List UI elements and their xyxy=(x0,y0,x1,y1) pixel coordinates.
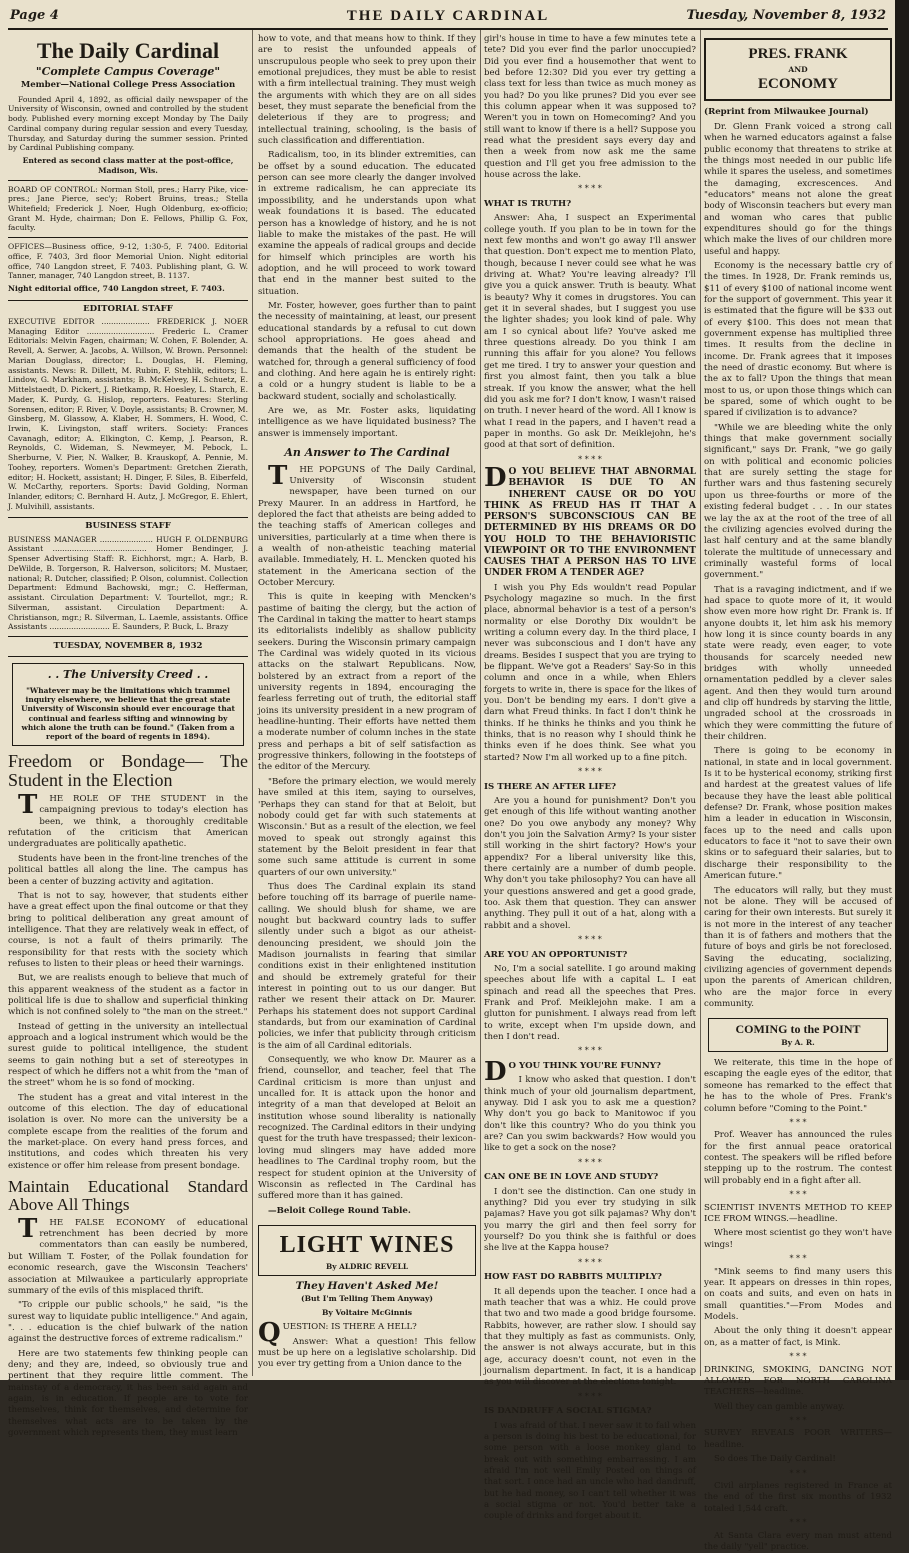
answer-para: THE POPGUNS of The Daily Cardinal, University of Wisconsin student newspaper, have been turned on our Prexy Maurer. In an address in Hartford, he deplored the fact that atheists are being added to the teaching staffs of American colleges and universities, particularly at a time when there is a wealth of non-atheistic teaching material available. Immediately, H. L. Mencken quoted his statement in the Americana section of the October Mercury. xyxy=(258,460,476,588)
masthead xyxy=(8,6,888,30)
answer: I was afraid of that. I never saw it to fail when a person is doing his best to be educational, for some person with a loose monkey gland to break out with something embarrassing. I am afraid I'm not well Emily Posted on things of that sort. I once had an uncle who had dandruff, but he had money, so I can't tell whether it was a social stigma or not. You'd better take a couple of drinks and forget about it. xyxy=(484,1420,696,1522)
question: IS DANDRUFF A SOCIAL STIGMA? xyxy=(484,1406,652,1417)
separator: * * * * xyxy=(578,1257,602,1267)
point-para: We reiterate, this time in the hope of escaping the eagle eyes of the editor, that someone has remarked to the effect that he has to the whole of Pres. Frank's column before "Coming to the Point." xyxy=(704,1058,892,1114)
board-text: BOARD OF CONTROL: Norman Stoll, pres.; Harry Pike, vice-pres.; Jane Pierce, sec'y; Robert Bruins, treas.; Stella Whitefield; Frederick J. Noer, Hugh Oldenburg, ex-officio; Grant M. Hyde, chairman; Don E. Fellows, Phillip G. Fox, faculty. xyxy=(8,184,248,233)
tagline: "Complete Campus Coverage" xyxy=(35,65,221,79)
divider xyxy=(8,237,248,238)
separator: * * * xyxy=(789,1518,807,1528)
column-rule xyxy=(480,30,481,1376)
answer: I don't see the distinction. Can one study in anything? Did you ever try studying in silk pajamas? Have you got silk pajamas? Why don't you marry the girl and then feel sorry for yourself? Do you think she is faithful or does she live at the Kappa house? xyxy=(484,1186,696,1254)
answer-para: Consequently, we who know Dr. Maurer as a friend, counsellor, and teacher, feel that The Cardinal criticism is more than unjust and uncalled for. It is attack upon the honor and integrity of a man that developed at Beloit an institution whose sound liberality is nationally recognized. The Cardinal editors in their undying quest for the truth have trespassed; their lexicon-loving mud slingers may have added more headlines to The Cardinal trophy room, but the respect for student opinion at the University of Wisconsin as reflected in The Cardinal has suffered more than it has gained. xyxy=(258,1055,476,1202)
column-4 xyxy=(704,34,892,1552)
separator: * * * * xyxy=(578,184,602,194)
separator: * * * xyxy=(789,1254,807,1264)
answer: No, I'm a social satellite. I go around making speeches about life with a capital L. I eat spinach and read all the speeches that Pres. Frank and Prof. Meiklejohn make. I am a glutton for punishment. I always read from left to write, except when I'm upside down, and then I don't read. xyxy=(484,964,696,1043)
question: DO YOU BELIEVE THAT ABNORMAL BEHAVIOR IS DUE TO AN INHERENT CAUSE OR DO YOU THINK AS FREUD HAS IT THAT A PERSON'S SUBCONSCIOUS CAN BE DETERMINED BY HIS DREAMS OR DO YOU HOLD TO THE BEHAVIORISTIC VIEWPOINT OR TO THE ENVIRONMENT CAUSES THAT A PERSON HAS TO LIVE UNDER FROM A TENDER AGE? xyxy=(484,463,696,579)
coming-to-point-byline: By A. R. xyxy=(781,1038,815,1048)
freedom-para: That is not to say, however, that students either have a great effect upon the final outcome or that they bring to political deliberation any great amount of intelligence. That they are relatively weak in effect, of course, is not a fault of theirs primarily. The responsibility for that rests with the society which refuses to listen to their pleas or heed their warnings. xyxy=(8,890,248,969)
answer-para: Thus does The Cardinal explain its stand before touching off its barrage of puerile name-calling. We should blush for shame, we are nought but backward country lads to suffer silently under such a bigot as our atheist-denouncing president, we should join the Madison journalists in fearing that similar conditions exist in their enlightened institution and should be extremely grateful for their interest in pointing out to us our danger. But rather we resent their attack on Dr. Maurer. Perhaps his statement does not support Cardinal standards, but from our examination of Cardinal policies, we infer that publicity through criticism is the aim of all Cardinal editorials. xyxy=(258,881,476,1051)
maintain-cont: how to vote, and that means how to think. If they are to resist the unfounded appeals of unscrupulous people who seek to prey upon their emotional prejudices, they must be able to resist with a firm intellectual training. They must weigh the arguments with which they are on all sides beset, they must separate the beneficial from the deleterious if they are to progress; and intellectual training, schooling, is the basis of such classification and differentiation. xyxy=(258,34,476,147)
member-line: Member—National College Press Association xyxy=(20,79,236,90)
answer-para: "Before the primary election, we would merely have smiled at this item, saying to ourselves, 'Perhaps they can stand for that at Beloit, but nobody could get far with such statements at Wisconsin.' But as a result of the election, we feel moved to speak out strongly against this statement by the Beloit president in fear that some such same attitude is current in some quarters of our own university." xyxy=(258,776,476,878)
box-title-1: PRES. FRANK xyxy=(748,46,848,62)
point-para: Well they can gamble anyway. xyxy=(714,1401,845,1412)
answer-headline: An Answer to The Cardinal xyxy=(284,446,450,460)
column-1 xyxy=(8,34,248,1438)
separator: * * * xyxy=(789,1190,807,1200)
economy-para: There is going to be economy in national, in state and in local government. Is it to be hysterical economy, striking first and hardest at the greatest values of life because they have the least able political defense? Dr. Frank, whose position makes him a leader in education in Wisconsin, faces up to the need and calls upon educators to face it "not to save their own skins or to safeguard their salaries, but to discharge their responsibility to the American future." xyxy=(704,746,892,882)
separator: * * * * xyxy=(578,1391,602,1401)
university-creed-box xyxy=(12,663,244,746)
answer: Are you a hound for punishment? Don't you get enough of this life without wanting another one? Do you owe anybody any money? Why don't you join the Salvation Army? Is your sister still working in the shirt factory? How's your appendix? For a liberal university like this, there certainly are a number of dumb people. Why don't you take philosophy? You can have all your questions answered and get a good grade, too. Ask them that question. They can answer anything. They pull it out of a hat, along with a rabbit and a shovel. xyxy=(484,796,696,931)
nameplate: The Daily Cardinal xyxy=(36,38,220,63)
answer: girl's house in time to have a few minutes tete a tete? Did you ever find the parlor unoccupied? Did you ever find a housemother that went to bed before 12:30? Did you ever try getting a class text for less than twice as much money as you had? Do you like prunes? Did you ever see this column appear when it was supposed to? Weren't you in town on Homecoming? And you still want to know if there is a hell? Suppose you read what the president says every day and then a week from now ask me the same question and I'll get you free admission to the house across the lake. xyxy=(484,34,696,181)
light-wines-subhead: They Haven't Asked Me! xyxy=(295,1280,439,1293)
economy-para: "While we are bleeding white the only things that make government socially significant," says Dr. Frank, "we go gaily on with political and economic policies that are surely setting the stage for further wars and thus fastening securely upon us three-fourths or more of the existing federal budget . . . In our states we lay the ax at the root of the tree of all the civilizing agencies evolved during the last half century and at the same blandly tolerate the multitude of unnecessary and criminally wasteful forms of local government." xyxy=(704,422,892,581)
coming-to-point-box xyxy=(708,1018,888,1052)
separator: * * * * xyxy=(578,767,602,777)
separator: * * * xyxy=(789,1117,807,1127)
light-wines-box xyxy=(258,1225,476,1276)
question: DO YOU THINK YOU'RE FUNNY? xyxy=(484,1056,661,1087)
freedom-para: Students have been in the front-line trenches of the political battles all along the line. The campus has been a center of buzzing activity and agitation. xyxy=(8,853,248,887)
freedom-para: But, we are realists enough to believe that much of this apparent weakness of the student as a factor in political life is due to shallow and superficial thinking which is not confined solely to "the man on the street." xyxy=(8,973,248,1018)
economy-para: Economy is the necessary battle cry of the times. In 1928, Dr. Frank reminds us, $11 of every $100 of national income went for the support of government. This year it is estimated that the figure will be $33 out of every $100. This does not mean that government expense has multiplied three times. It results from the decline in income. Dr. Frank agrees that it imposes the need of drastic economy. But where is the ax to fall? Upon the things that mean most to us, or upon those things which can be spared, some of which ought to be spared if civilization is to advance? xyxy=(704,260,892,419)
point-para: About the only thing it doesn't appear on, as a matter of fact, is Mink. xyxy=(704,1326,892,1348)
answer: Answer: Aha, I suspect an Experimental college youth. If you plan to be in town for the next few months and won't go away I'll answer that question. Don't expect me to mention Plato, though, because I never could see what he was driving at. What? You're leaving already? I'll give you a quick answer. Truth is beauty. What is beauty? Why it comes in drugstores. You can get it in several shades, but I suggest you use the lighter shades; you look kind of pale. Why am I so cynical about life? You've asked me three questions already. Do you think I am running this affair for you alone? You fellows get me tired. I try to answer your question and first you almost faint, then you talk a blue streak. If you know the answer, what the hell did you ask me for? I don't know, I wasn't raised on truth. I never heard of the word. All I know is what I read in the papers, and I haven't read a paper in months. Go ask Dr. Meiklejohn, he's good at that sort of definition. xyxy=(484,213,696,451)
point-para: SCIENTIST INVENTS METHOD TO KEEP ICE FROM WINGS.—headline. xyxy=(704,1202,892,1225)
maintain-cont: Radicalism, too, in its blinder extremities, can be offset by a sound education. The educated person can see more clearly the danger involved in extreme radicalism, he can appreciate its impossibility, and he understands upon what weak foundations it is based. The educated person has a knowledge of history, and he is not liable to make the mistakes of the past. He will examine the appeals of radical groups and decide for himself which principles are worth his adoption, and he will proceed to work toward that end in the manner best suited to the situation. xyxy=(258,150,476,297)
issue-date: Tuesday, November 8, 1932 xyxy=(686,8,886,23)
point-para: DRINKING, SMOKING, DANCING NOT ALLOWED FOR NORTH CAROLINA TEACHERS—headline. xyxy=(704,1364,892,1398)
answer: Answer: What a question! This fellow must be up here on a legislative scholarship. Did you ever try getting from a Union dance to the xyxy=(258,1336,476,1370)
question: ARE YOU AN OPPORTUNIST? xyxy=(484,949,628,960)
economy-para: Dr. Glenn Frank voiced a strong call when he warned educators against a false public economy that threatens to strike at the things most needed in our public life while it spares the useless, and sometimes the damaging, excrescences. And "educators" means not alone the great body of Wisconsin teachers but every man and woman who cares that public expenditures should go for the things which make the lives of our children more useful and happy. xyxy=(704,121,892,257)
coming-to-point-title: COMING to the POINT xyxy=(735,1022,861,1037)
editorial-staff: EXECUTIVE EDITOR .................... FREDERICK J. NOER Managing Editor ............................ Frederic L. Cramer Editorials: Melvin Fagen, chairman; W. Cohen, F. Bolender, A. Revell, A. Serwer, A. Jacobs, A. Willson, W. Brown. Personnel: Marian Douglass, director; L. Douglas, H. Fleming, assistants. News: R. Dillett, M. Rubin, F. Stehlik, editors; L. Lindow, G. Markham, assistants; B. McKelvey, H. Schuetz, E. Mittelstaedt, D. Pickert, J. Rietkamp, R. Hoesley, L. Starch, E. Mader, K. Purdy, G. Hislop, reporters. Features: Sterling Sorensen, editor; F. River, V. Doyle, assistants; B. Crowner, M. Ginsberg, M. Glassow, A. Klaber, H. Sommers, H. Wood, C. Irwin, K. Livingston, staff writers. Society: Frances Cavanagh, editor; A. Elkington, C. Kemp, J. Pearson, R. Reynolds, C. Wideman, S. Newmeyer, M. Pebock, L. Sherburne, V. Pier, N. Walker, B. Krauskopf, A. Pennie, M. Toohey, reporters. Women's Department: Gretchen Zierath, editor; H. Hockett, assistant; H. Dinger, F. Siles, B. Eiberfeld, W. McCarthy, reporters. Sports: David Golding, Norman Inlander, editors; C. Bernhard H. Autz, J. McGregor, E. Ehlert, J. Mulvihill, assistants. xyxy=(8,317,248,511)
point-para: Civil airplanes registered in France at the end of the first six months of 1932 totaled 1,544 craft. xyxy=(704,1481,892,1514)
light-wines-title: LIGHT WINES xyxy=(279,1231,455,1258)
economy-para: That is a ravaging indictment, and if we had space to quote more of it, it would show even more how right Dr. Frank is. If anyone doubts it, let him ask his memory how long it is since county boards in any state were ready, even eager, to vote thousands for scarcely needed new bridges with wholly unneeded ornamentation peddled by a clever sales agent. And then they would turn around and clip off hundreds by starving the little, ungraded school at the crossroads in which they were committing the future of their children. xyxy=(704,584,892,743)
column-rule xyxy=(252,30,253,1376)
maintain-headline: Maintain Educational Standard Above All Things xyxy=(8,1177,248,1214)
light-wines-author: By Voltaire McGinnis xyxy=(321,1308,412,1318)
box-title-2: ECONOMY xyxy=(758,75,838,92)
point-para: Prof. Weaver has announced the rules for the first annual peace oratorical contest. The speakers will be rifled before stepping up to the rostrum. The contest will probably end in a fight after all. xyxy=(704,1130,892,1186)
question: CAN ONE BE IN LOVE AND STUDY? xyxy=(484,1172,659,1183)
freedom-para: THE ROLE OF THE STUDENT in the campaigning previous to today's election has been, we think, a thoroughly creditable refutation of the criticism that American undergraduates are politically apathetic. xyxy=(8,790,248,850)
answer: I know who asked that question. I don't think much of your old journalism department, anyway. Did I ask you to ask me a question? Why don't you go back to Manitowoc if you don't like this country? Who do you think you are? Can you swim backwards? How would you like to get a sock on the nose? xyxy=(484,1075,696,1154)
question: IS THERE AN AFTER LIFE? xyxy=(484,781,617,792)
answer-source: —Beloit College Round Table. xyxy=(268,1205,411,1216)
divider xyxy=(8,656,248,657)
question: QUESTION: IS THERE A HELL? xyxy=(258,1318,417,1349)
box-and: AND xyxy=(788,64,808,74)
editorial-staff-heading: EDITORIAL STAFF xyxy=(8,300,248,315)
column-2 xyxy=(258,34,476,1376)
separator: * * * * xyxy=(578,1046,602,1056)
column-3 xyxy=(484,34,696,1522)
economy-para: The educators will rally, but they must not be alone. They will be accused of caring for their own interests. But surely it is not more in the interest of any teacher than it is of fathers and mothers that the future of boys and girls be not foreclosed. Saving the educating, socializing, civilizing agencies of government depends upon the parents of American children, who are the major force in every community. xyxy=(704,885,892,1009)
column-rule xyxy=(700,30,701,1376)
business-staff-heading: BUSINESS STAFF xyxy=(8,517,248,532)
offices-text: OFFICES—Business office, 9-12, 1:30-5, F. 7400. Editorial office, F. 7403, 3rd floor Memorial Union. Night editorial office, 740 Langdon street, F. 7403. Publishing plant, G. W. Tanner, manager, 740 Langdon street, B. 1137. xyxy=(8,242,248,281)
reprint-line: (Reprint from Milwaukee Journal) xyxy=(704,107,869,118)
entered-text: Entered as second class matter at the post-office, Madison, Wis. xyxy=(22,156,234,175)
maintain-para: THE FALSE ECONOMY of educational retrenchment has been decried by more commentators than can easily be numbered, but William T. Foster, of the Pollak foundation for economic research, gave the Wisconsin Teachers' association at Milwaukee a particularly appropriate summary of the evils of this misplaced thrift. xyxy=(8,1213,248,1296)
page-number: Page 4 xyxy=(10,8,59,23)
freedom-para: The student has a great and vital interest in the outcome of this election. The day of educational isolation is over. No more can the university be a complete escape from the realities of the forum and the market-place. On every hand press forces, and institutions, and codes which threaten his very existence or offer him release from present bondage. xyxy=(8,1092,248,1171)
light-wines-subhead2: (But I'm Telling Them Anyway) xyxy=(301,1294,433,1304)
separator: * * * xyxy=(789,1468,807,1478)
maintain-para: Here are two statements few thinking people can deny; and they are, indeed, so obviously true and pertinent that they require little comment. The mainstay of a democracy, it has been said again and again, is in education. If people are to vote for themselves, think for themselves, and determine for themselves what acts are to be taken by the government which represents them, they must learn xyxy=(8,1348,248,1438)
point-para: Where most scientist go they won't have wings! xyxy=(704,1228,892,1250)
founded-text: Founded April 4, 1892, as official daily newspaper of the University of Wisconsin, owned and controlled by the student body. Published every morning except Monday by The Daily Cardinal company during regular session and every Tuesday, Thursday, and Saturday during the summer session. Printed by Cardinal Publishing company. xyxy=(8,94,248,153)
separator: * * * * xyxy=(578,1157,602,1167)
maintain-cont: Mr. Foster, however, goes further than to paint the necessity of maintaining, at least, our present educational standards by a refusal to cut down school appropriations. He goes ahead and demands that the health of the student be watched for, through a general sufficiency of food and clothing. And here again he is entirely right: a cold or a hungry student is liable to be a backward student, socially and scholastically. xyxy=(258,300,476,402)
date-line: TUESDAY, NOVEMBER 8, 1932 xyxy=(53,640,203,651)
freedom-para: Instead of getting in the university an intellectual approach and a logical instrument which would be the surest guide to political intelligence, the student seems to gain nothing but a set of stereotypes in respect of which he differs not a whit from the "man of the street" whom he is so fond of mocking. xyxy=(8,1021,248,1089)
point-para: So does The Daily Cardinal! xyxy=(714,1454,836,1465)
creed-body: "Whatever may be the limitations which trammel inquiry elsewhere, we believe that the great state University of Wisconsin should ever encourage that continual and fearless sifting and winnowing by which alone the truth can be found." (Taken from a report of the board of regents in 1894). xyxy=(21,685,235,742)
question: HOW FAST DO RABBITS MULTIPLY? xyxy=(484,1272,662,1283)
business-staff: BUSINESS MANAGER ...................... HUGH F. OLDENBURG Assistant ....................................... Homer Bendinger, J. Spenser Advertising Staff: R. Eichhorst, mgr.; A. Harb, B. DeWilde, B. Torgerson, R. Halverson, solicitors; M. Mustaer, national; R. Dutcher, classified; P. Olson, columnist. Collection Department: Edmund Bachowski, mgr.; C. Hefferman, assistant. Circulation Department: V. Tourtellot, mgr.; R. Silverman, assistant. Circulation Department: A. Christianson, mgr.; R. Silverman, L. Laemle, assistants. Office Assistants ......................... E. Saunders, P. Buck, L. Brazy xyxy=(8,534,248,632)
separator: * * * * xyxy=(578,935,602,945)
pres-frank-box xyxy=(704,38,892,101)
maintain-cont: Are we, as Mr. Foster asks, liquidating intelligence as we have liquidated business? The answer is immensely important. xyxy=(258,406,476,439)
binding-edge xyxy=(895,0,909,1380)
answer-para: This is quite in keeping with Mencken's pastime of baiting the clergy, but the action of The Cardinal in taking the matter to heart stamps its editorialists indelibly as shallow publicity seekers. During the Wisconsin primary campaign The Cardinal was widely quoted in its vicious attacks on the stalwart Republicans. Now, bolstered by an extract from a report of the university regents in 1894, encouraging the fearless ferreting out of truth, the editorial staff joins its university president in a new program of headline-hunting. Their efforts have netted them a moderate number of column inches in the state press and perhaps a bit of self satisfaction as progressive thinkers, following in the footsteps of the editor of the Mercury. xyxy=(258,592,476,773)
night-office: Night editorial office, 740 Langdon street, F. 7403. xyxy=(8,283,225,293)
question: WHAT IS TRUTH? xyxy=(484,199,572,210)
answer: I wish you Phy Eds wouldn't read Popular Psychology magazine so much. In the first place, abnormal behavior is a test of a person's normality or else Dorothy Dix wouldn't be writing a column every day. In the third place, I never was subconscious and I don't have any dreams. Besides I suspect that you are trying to be flippant. We've got a Readers' Say-So in this column and once in a while, when Ehlers forgets to write in, there is space for the likes of you. Don't be bending my ears. I don't give a darn what Freud thinks. In fact I don't think he thinks. If he thinks he thinks and you think he thinks, that is no reason why I should think he thinks even if he does think. See what you started? Now I'm all worked up to a fine pitch. xyxy=(484,582,696,763)
paper-title: THE DAILY CARDINAL xyxy=(346,8,550,24)
point-para: At Santa Clara every man must attend the daily "yell" practice. xyxy=(704,1530,892,1552)
freedom-headline: Freedom or Bondage— The Student in the Election xyxy=(8,751,248,791)
maintain-para: "To cripple our public schools," he said, "is the surest way to liquidate public intelligence." And again, ". . . education is the chief bulwark of the nation against the destructive forces of extreme radicalism." xyxy=(8,1300,248,1345)
separator: * * * xyxy=(789,1352,807,1361)
creed-title: . . The University Creed . . xyxy=(47,668,209,682)
point-para: SURVEY REVEALS POOR WRITERS—headline. xyxy=(704,1428,892,1450)
answer: It all depends upon the teacher. I once had a math teacher that was a whiz. He could prove that two and two made a good bridge foursome. Rabbits, however, are rather slow. I should say that they multiply as fast as communists. Only, the answer is not always accurate, but in this age, accuracy doesn't count, not even in the journalism department. In fact, it is a handicap as you will discover at the elections tonight. xyxy=(484,1286,696,1388)
divider xyxy=(8,180,248,181)
point-para: "Mink seems to find many users this year. It appears on dresses in thin ropes, on coats and suits, and even on hats in small quantities."—From Modes and Models. xyxy=(704,1266,892,1322)
light-wines-byline: By ALDRIC REVELL xyxy=(325,1261,409,1271)
separator: * * * * xyxy=(578,454,602,464)
divider xyxy=(8,636,248,637)
separator: * * * xyxy=(789,1415,807,1425)
